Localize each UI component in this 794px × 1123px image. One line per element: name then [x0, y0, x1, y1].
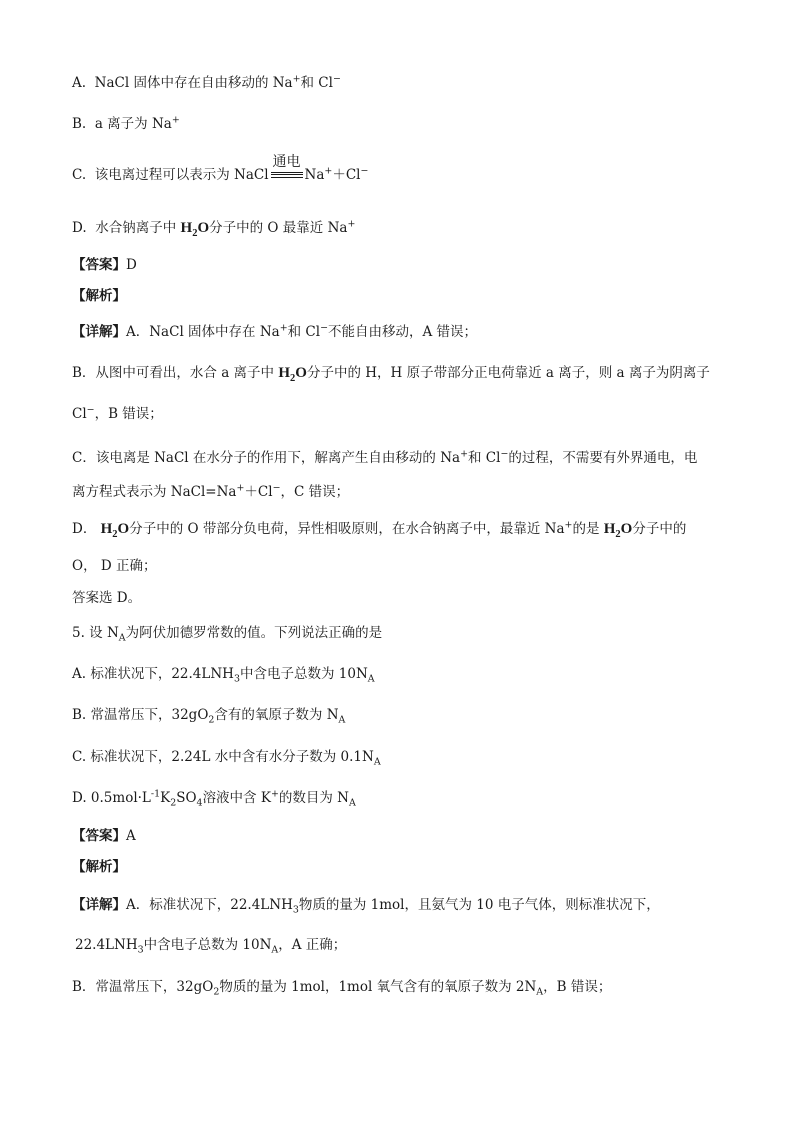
q5-option-b: B. 常温常压下，$32gO_2$含有的氧原子数为 $N_A$ [72, 707, 346, 726]
q5-option-a: A. 标准状况下，$22.4LNH_3$中含电子总数为 $10N_A$ [72, 666, 375, 685]
q5-analysis-label: 【解析】 [72, 859, 126, 875]
q5-detail-b: B．常温常压下，$32gO_2$物质的量为 1mol，1mol 氧气含有的氧原子数为 $2N_A$，B 错误； [72, 979, 612, 998]
option-d: D. 水合钠离子中 $H_2O$分子中的 O 最靠近 Na+ [72, 218, 356, 239]
detail-b-cont: Cl−，B 错误； [72, 404, 163, 422]
q5-detail-a: 【详解】A．标准状况下，$22.4LNH_3$物质的量为 1mol，且氨气为 10 电子气体，则标准状况下， [72, 897, 660, 916]
detail-b: B．从图中可看出，水合 a 离子中 $H_2O$分子中的 H，H 原子带部分正电荷靠近 a 离子，则 a 离子为阴离子 [72, 365, 710, 384]
detail-a: 【详解】A．NaCl 固体中存在 Na+和 Cl−不能自由移动，A 错误； [72, 322, 478, 340]
water-formula: $H_2O$ [278, 365, 307, 384]
answer-line: 【答案】D [72, 257, 137, 273]
detail-d-cont: O， D 正确； [72, 558, 157, 574]
option-c: C. 该电离过程可以表示为 NaCl 通电 Na+＋Cl− [72, 153, 369, 183]
option-a: A. NaCl 固体中存在自由移动的 Na+和 Cl− [72, 73, 341, 91]
question-5-stem: 5. 设 $N_A$为阿伏加德罗常数的值。下列说法正确的是 [72, 625, 383, 644]
q5-option-c: C. 标准状况下，2.24L 水中含有水分子数为 $0.1N_A$ [72, 749, 381, 768]
water-formula: $H_2O$ [603, 521, 633, 540]
detail-d: D． $H_2O$分子中的 O 带部分负电荷，异性相吸原则，在水合钠离子中，最靠近 Na+的是 $H_2O$分子中的 [72, 519, 687, 540]
q5-detail-a-cont: $22.4LNH_3$中含电子总数为 $10N_A$，A 正确； [75, 937, 347, 956]
analysis-label: 【解析】 [72, 288, 126, 304]
detail-c-cont: 离方程式表示为 NaCl=Na+＋Cl−，C 错误； [72, 482, 350, 500]
detail-c: C．该电离是 NaCl 在水分子的作用下，解离产生自由移动的 Na+和 Cl−的过程，不需要有外界通电，电 [72, 448, 698, 466]
final-answer: 答案选 D。 [72, 590, 142, 606]
water-formula: $H_2O$ [100, 521, 130, 540]
q5-option-d: D. $0.5mol\cdot L^{-1}K_2SO_4$溶液中含 K+的数目为 $N_A$ [72, 788, 356, 809]
water-formula: $H_2O$ [180, 220, 210, 239]
electrolysis-equation-sign: 通电 [271, 169, 303, 183]
option-b: B. a 离子为 Na+ [72, 114, 180, 132]
q5-answer-line: 【答案】A [72, 828, 136, 844]
